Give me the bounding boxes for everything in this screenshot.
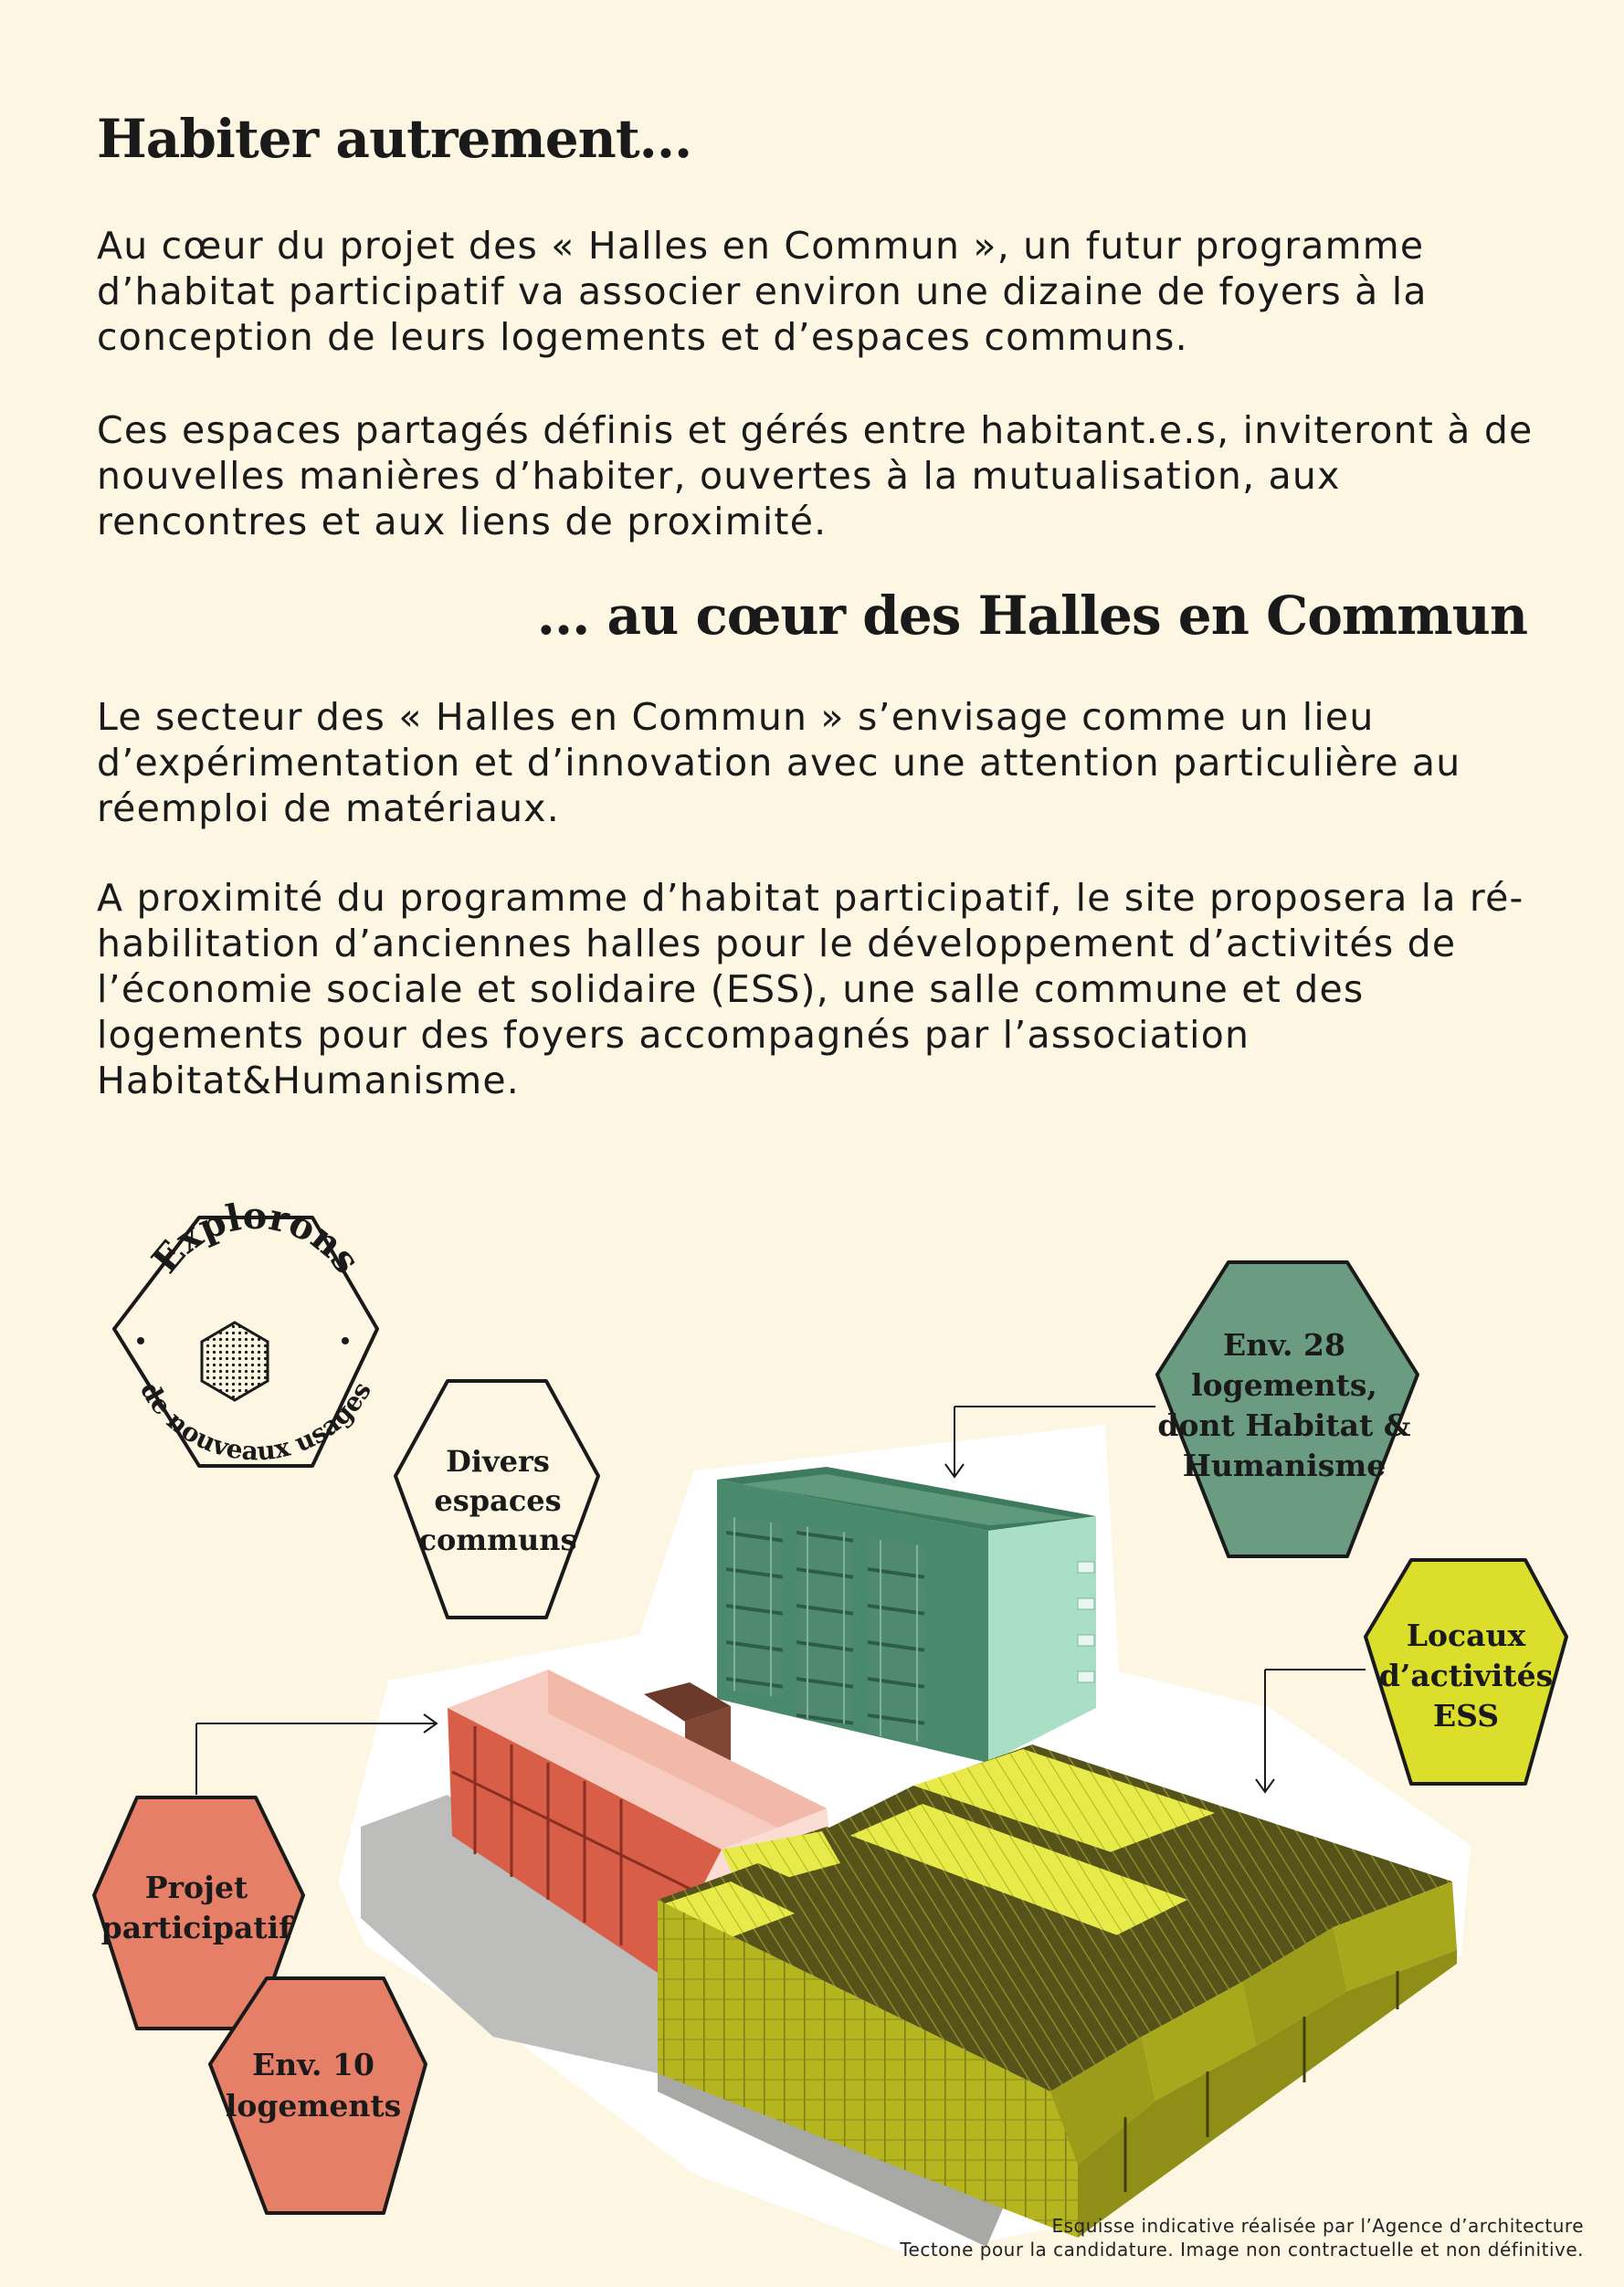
heading-habiter-autrement: Habiter autrement... xyxy=(97,108,692,170)
sketch-caption xyxy=(900,2214,1584,2261)
badge-top-text: Explorons xyxy=(143,1194,369,1281)
caption-line1: Esquisse indicative réalisée par l’Agence d’architecture xyxy=(1051,2215,1584,2237)
paragraph-proximite: A proximité du programme d’habitat participatif, le site proposera la ré-habilitation d’anciennes halles pour le développement d’activités de l’économie sociale et solidaire (ESS), une salle commune et des logements pour des foyers accompagnés par l’association Habitat&Humanisme. xyxy=(97,876,1524,1102)
label-env28-line3: dont Habitat & xyxy=(1157,1407,1411,1443)
label-divers-line1: Divers xyxy=(446,1444,550,1479)
paragraph-secteur: Le secteur des « Halles en Commun » s’envisage comme un lieu d’expérimentation et d’innovation avec une attention particulière au réemploi de matériaux. xyxy=(97,695,1461,830)
badge-bottom-text: de nouveaux usages xyxy=(133,1376,378,1467)
label-divers-line2: espaces xyxy=(434,1483,562,1518)
label-locaux-line1: Locaux xyxy=(1406,1618,1526,1653)
label-env10-line1: Env. 10 xyxy=(252,2047,374,2082)
label-env28-line1: Env. 28 xyxy=(1223,1327,1345,1363)
label-env28-line4: Humanisme xyxy=(1182,1448,1387,1483)
label-locaux-line2: d’activités xyxy=(1378,1658,1554,1693)
label-divers-line3: communs xyxy=(418,1523,577,1557)
hex-env10-logements xyxy=(210,1978,426,2213)
label-env10-line2: logements xyxy=(225,2088,402,2124)
architectural-sketch-illustration xyxy=(0,1187,1624,2287)
label-projet-line2: participatif xyxy=(100,1910,292,1945)
label-projet-line1: Projet xyxy=(144,1870,248,1905)
paragraph-espaces-partages: Ces espaces partagés définis et gérés entre habitant.e.s, inviteront à de nouvelles manières d’habiter, ouvertes à la mutualisation, aux rencontres et aux liens de proximité. xyxy=(97,408,1534,543)
explorons-badge xyxy=(114,1195,377,1467)
hex-divers-espaces-communs xyxy=(395,1381,598,1618)
badge-dot-left xyxy=(137,1337,144,1344)
label-env28-line2: logements, xyxy=(1191,1367,1377,1403)
heading-coeur-des-halles: ... au cœur des Halles en Commun xyxy=(536,585,1527,647)
badge-dot-right xyxy=(342,1337,349,1344)
caption-line2: Tectone pour la candidature. Image non contractuelle et non définitive. xyxy=(900,2239,1584,2261)
paragraph-intro: Au cœur du projet des « Halles en Commun », un futur programme d’habitat participatif va associer environ une dizaine de foyers à la conception de leurs logements et d’espaces communs. xyxy=(97,224,1428,359)
label-locaux-line3: ESS xyxy=(1432,1698,1500,1734)
